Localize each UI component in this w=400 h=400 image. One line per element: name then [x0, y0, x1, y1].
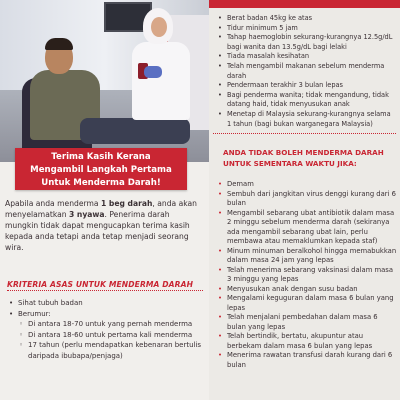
bag-count: 1 beg darah [100, 199, 153, 208]
list-item: • Telah bertindik, bertatu, akupuntur atau berbekam dalam masa 6 bulan yang lepas [215, 332, 397, 351]
banner-line-3: Untuk Menderma Darah! [41, 178, 161, 188]
list-item: • Telah mengambil makanan sebelum menderma darah [215, 62, 395, 81]
criteria-divider [7, 290, 203, 291]
list-item: • Menetap di Malaysia sekurang-kurangnya selama 1 tahun (bagi bukan warganegara Malaysia) [215, 110, 395, 129]
thank-you-banner [15, 148, 187, 190]
list-item: • Berat badan 45kg ke atas [215, 14, 395, 24]
criteria-heading: KRITERIA ASAS UNTUK MENDERMA DARAH [7, 280, 194, 289]
list-item: • Sihat tubuh badan [7, 298, 203, 309]
list-item: • Menyusukan anak dengan susu badan [215, 285, 397, 295]
list-item: ◦ Di antara 18-60 untuk pertama kali menderma [7, 330, 203, 341]
list-item: • Telah menjalani pembedahan dalam masa 6 bulan yang lepas [215, 313, 397, 332]
list-item: • Mengambil sebarang ubat antibiotik dalam masa 2 minggu sebelum menderma darah (sekiranya ada mengambil sebarang ubat lain, perlu membawa atau memaklumkan kepada staf) [215, 209, 397, 247]
criteria-list [7, 298, 203, 361]
list-item: • Sembuh dari jangkitan virus denggi kurang dari 6 bulan [215, 190, 397, 209]
list-item: • Menerima rawatan transfusi darah kurang dari 6 bulan [215, 351, 397, 370]
banner-line-1: Terima Kasih Kerana [51, 152, 151, 162]
list-item: • Mengalami keguguran dalam masa 6 bulan yang lepas [215, 294, 397, 313]
eligibility-list [215, 14, 395, 129]
list-item: ◦ 17 tahun (perlu mendapatkan kebenaran bertulis daripada ibubapa/penjaga) [7, 340, 203, 361]
not-allowed-heading: ANDA TIDAK BOLEH MENDERMA DARAH UNTUK SEMENTARA WAKTU JIKA: [223, 148, 384, 168]
list-item: • Telah menerima sebarang vaksinasi dalam masa 3 minggu yang lepas [215, 266, 397, 285]
list-item: • Berumur: [7, 309, 203, 320]
list-item: • Minum minuman beralkohol hingga memabukkan dalam masa 24 jam yang lepas [215, 247, 397, 266]
not-allowed-list [215, 180, 397, 370]
section-divider [213, 133, 396, 134]
list-item: ◦ Di antara 18-70 untuk yang pernah menderma [7, 319, 203, 330]
list-item: • Tidur minimum 5 jam [215, 24, 395, 34]
list-item: • Tiada masalah kesihatan [215, 52, 395, 62]
banner-line-2: Mengambil Langkah Pertama [30, 165, 172, 175]
list-item: • Bagi penderma wanita; tidak mengandung, tidak datang haid, tidak menyusukan anak [215, 91, 395, 110]
top-stripe [209, 0, 400, 8]
list-item: • Tahap haemoglobin sekurang-kurangnya 12.5g/dL bagi wanita dan 13.5g/dL bagi lelaki [215, 33, 395, 52]
donor-photo [0, 0, 209, 162]
list-item: • Demam [215, 180, 397, 190]
list-item: • Pendermaan terakhir 3 bulan lepas [215, 81, 395, 91]
intro-paragraph: Apabila anda menderma 1 beg darah, anda akan menyelamatkan 3 nyawa. Penerima darah mungkin tidak dapat mengucapkan terima kasih kepada anda tetapi anda tetap menjadi seorang wira. [5, 199, 197, 252]
lives-count: 3 nyawa [68, 210, 105, 219]
